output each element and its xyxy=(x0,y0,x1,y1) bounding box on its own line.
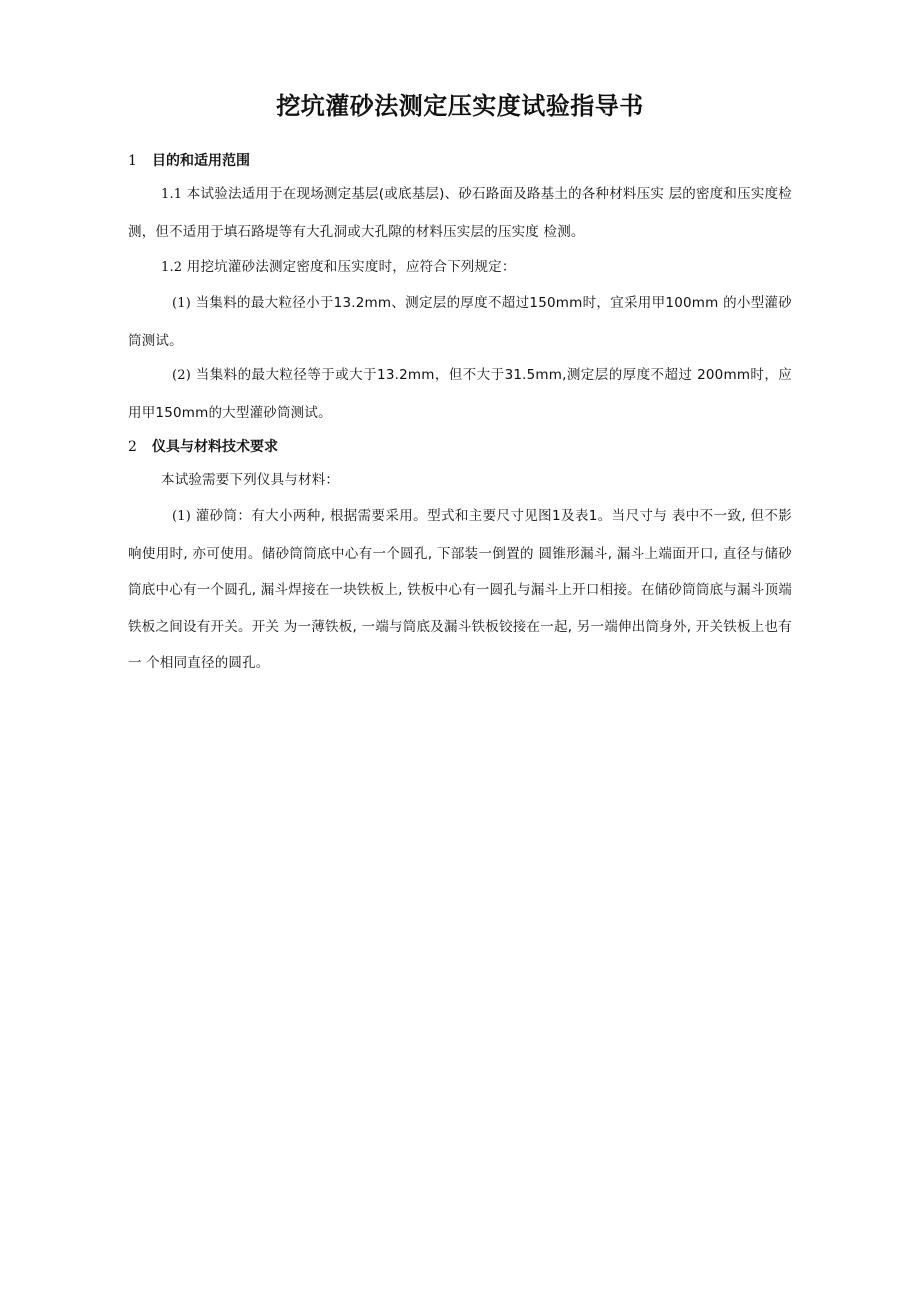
paragraph-2-item-1-number: (1) xyxy=(172,509,192,524)
paragraph-1-2-item-1-text: 当集料的最大粒径小于13.2mm、测定层的厚度不超过150mm时，宜采用甲100mm 的小型灌砂筒测试。 xyxy=(128,295,793,349)
paragraph-2-intro xyxy=(128,462,792,499)
paragraph-1-2-text: 用挖坑灌砂法测定密度和压实度时，应符合下列规定： xyxy=(186,259,516,275)
paragraph-1-2-item-2-text: 当集料的最大粒径等于或大于13.2mm，但不大于31.5mm,测定层的厚度不超过 200mm时，应用甲150mm的大型灌砂筒测试。 xyxy=(128,367,793,421)
section-2-number: 2 xyxy=(128,439,137,455)
paragraph-2-intro-text: 本试验需要下列仪具与材料： xyxy=(161,472,340,488)
section-1-heading xyxy=(128,149,250,173)
section-1-number: 1 xyxy=(128,153,137,169)
section-2-heading xyxy=(128,435,278,459)
paragraph-1-1-text: 本试验法适用于在现场测定基层(或底基层)、砂石路面及路基土的各种材料压实 层的密度和压实度检测，但不适用于填石路堤等有大孔洞或大孔隙的材料压实层的压实度 检测。 xyxy=(128,186,792,240)
paragraph-1-2-item-1 xyxy=(128,285,792,359)
paragraph-2-item-1-text: 灌砂筒：有大小两种, 根据需要采用。型式和主要尺寸见图1及表1。当尺寸与 表中不一致, 但不影响使用时, 亦可使用。储砂筒筒底中心有一个圆孔, 下部装一倒置的 圆锥形漏斗, 漏斗上端面开口, 直径与储砂筒底中心有一个圆孔, 漏斗焊接在一块铁板上, 铁板中心有一圆孔与漏斗上开口相接。在储砂筒筒底与漏斗顶端铁板之间设有开关。开关 为一薄铁板, 一端与筒底及漏斗铁板铰接在一起, 另一端伸出筒身外, 开关铁板上也有一 个相同直径的圆孔。 xyxy=(128,508,792,671)
paragraph-2-item-1 xyxy=(128,498,792,682)
paragraph-1-2-item-1-number: (1) xyxy=(172,296,192,311)
paragraph-1-2-number: 1.2 xyxy=(161,260,183,275)
paragraph-1-1-number: 1.1 xyxy=(161,187,183,202)
paragraph-1-1 xyxy=(128,176,792,250)
paragraph-1-2-item-2-number: (2) xyxy=(172,368,192,383)
section-1-title: 目的和适用范围 xyxy=(152,153,250,169)
section-2-title: 仪具与材料技术要求 xyxy=(152,439,278,455)
paragraph-1-2 xyxy=(128,249,792,287)
document-title: 挖坑灌砂法测定压实度试验指导书 xyxy=(276,92,644,120)
paragraph-1-2-item-2 xyxy=(128,357,792,431)
